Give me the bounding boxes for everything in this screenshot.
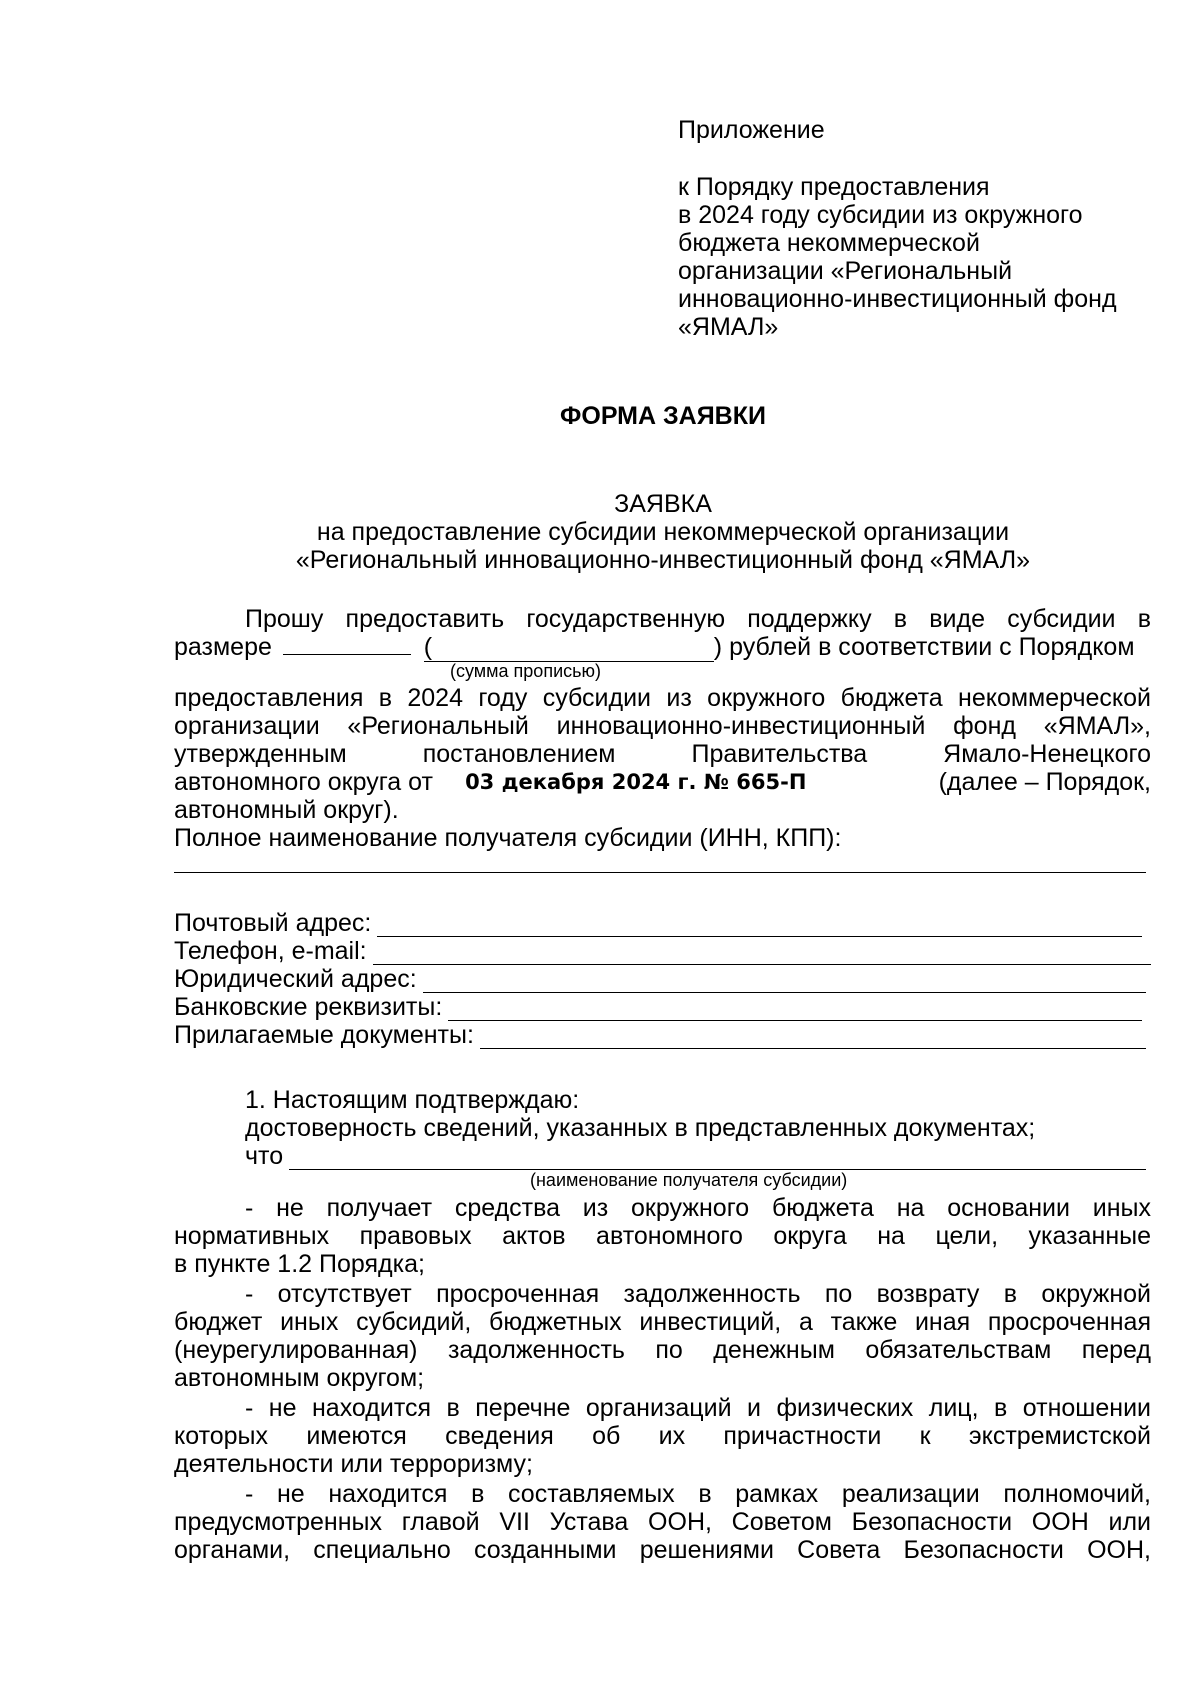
- appendix-line: к Порядку предоставления: [678, 173, 990, 201]
- appendix-label: Приложение: [678, 116, 825, 144]
- application-subtitle-2: «Региональный инновационно-инвестиционный фонд «ЯМАЛ»: [295, 546, 1031, 574]
- amount-prefix: размере: [174, 633, 272, 661]
- attached-docs-field[interactable]: [480, 1028, 1146, 1049]
- phone-email-label: Телефон, e-mail:: [174, 937, 367, 965]
- appendix-line: «ЯМАЛ»: [678, 313, 779, 341]
- phone-email-row: [174, 937, 1151, 965]
- bank-details-label: Банковские реквизиты:: [174, 993, 443, 1021]
- phone-email-field[interactable]: [373, 944, 1151, 965]
- that-row: [245, 1142, 1146, 1170]
- recipient-label: Полное наименование получателя субсидии (ИНН, КПП):: [174, 824, 842, 852]
- item-4-line: предусмотренных главой VII Устава ООН, Советом Безопасности ООН или: [174, 1508, 1151, 1536]
- decree-number: 03 декабря 2024 г. № 665-П: [465, 770, 807, 794]
- decree-prefix: автономного округа от: [174, 768, 433, 796]
- amount-words-field[interactable]: (: [424, 633, 714, 662]
- amount-hint: (сумма прописью): [450, 661, 601, 681]
- confirm-heading: 1. Настоящим подтверждаю:: [245, 1086, 580, 1114]
- that-label: что: [245, 1142, 284, 1170]
- item-2-last: автономным округом;: [174, 1364, 425, 1392]
- appendix-line: организации «Региональный: [678, 257, 1013, 285]
- appendix-line: в 2024 году субсидии из окружного: [678, 201, 1083, 229]
- legal-address-field[interactable]: [423, 972, 1146, 993]
- item-1-line: нормативных правовых актов автономного округа на цели, указанные: [174, 1222, 1151, 1250]
- appendix-line: бюджета некоммерческой: [678, 229, 980, 257]
- request-line-5: утвержденным постановлением Правительства Ямало-Ненецкого: [174, 740, 1151, 768]
- request-line-4: организации «Региональный инновационно-инвестиционный фонд «ЯМАЛ»,: [174, 712, 1151, 740]
- recipient-name-field[interactable]: [174, 862, 1146, 873]
- attached-docs-label: Прилагаемые документы:: [174, 1021, 474, 1049]
- postal-address-row: [174, 909, 1142, 937]
- item-2-line: (неурегулированная) задолженность по денежным обязательствам перед: [174, 1336, 1151, 1364]
- request-line-7: автономный округ).: [174, 796, 399, 824]
- legal-address-label: Юридический адрес:: [174, 965, 417, 993]
- bank-details-field[interactable]: [448, 1000, 1142, 1021]
- postal-address-field[interactable]: [377, 916, 1142, 937]
- recipient-hint: (наименование получателя субсидии): [530, 1170, 848, 1190]
- item-2-line: бюджет иных субсидий, бюджетных инвестиций, а также иная просроченная: [174, 1308, 1151, 1336]
- item-3-last: деятельности или терроризму;: [174, 1450, 533, 1478]
- form-title: ФОРМА ЗАЯВКИ: [560, 402, 766, 430]
- item-3-line: которых имеются сведения об их причастности к экстремистской: [174, 1422, 1151, 1450]
- item-4-line: органами, специально созданными решениями Совета Безопасности ООН,: [174, 1536, 1151, 1564]
- item-1-first: - не получает средства из окружного бюджета на основании иных: [245, 1194, 1151, 1222]
- request-line-1: Прошу предоставить государственную поддержку в виде субсидии в: [245, 605, 1151, 633]
- item-2-first: - отсутствует просроченная задолженность по возврату в окружной: [245, 1280, 1151, 1308]
- amount-tail: ) рублей в соответствии с Порядком: [713, 633, 1135, 661]
- amount-line: [174, 633, 1135, 662]
- appendix-line: инновационно-инвестиционный фонд: [678, 285, 1117, 313]
- bank-details-row: [174, 993, 1142, 1021]
- amount-number-blank[interactable]: [283, 634, 411, 655]
- item-4-first: - не находится в составляемых в рамках реализации полномочий,: [245, 1480, 1151, 1508]
- recipient-name-field-2[interactable]: [289, 1149, 1146, 1170]
- confirm-line-1: достоверность сведений, указанных в представленных документах;: [245, 1114, 1036, 1142]
- request-line-6: [174, 768, 1151, 796]
- application-subtitle-1: на предоставление субсидии некоммерческой организации: [316, 518, 1010, 546]
- request-line-3: предоставления в 2024 году субсидии из окружного бюджета некоммерческой: [174, 684, 1151, 712]
- item-1-last: в пункте 1.2 Порядка;: [174, 1250, 425, 1278]
- item-3-first: - не находится в перечне организаций и физических лиц, в отношении: [245, 1394, 1151, 1422]
- legal-address-row: [174, 965, 1146, 993]
- decree-suffix: (далее – Порядок,: [938, 768, 1151, 796]
- application-title: ЗАЯВКА: [614, 490, 712, 518]
- attached-docs-row: [174, 1021, 1146, 1049]
- postal-address-label: Почтовый адрес:: [174, 909, 372, 937]
- appendix-text: [678, 173, 1117, 341]
